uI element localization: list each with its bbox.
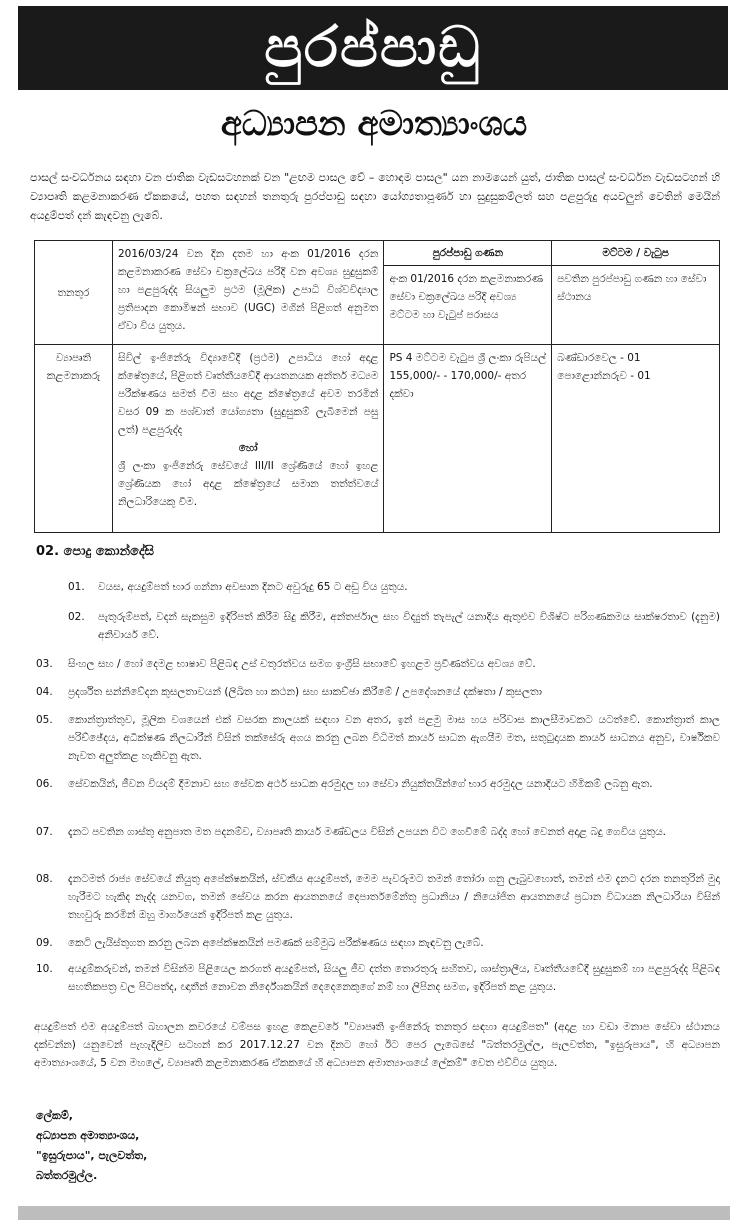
condition-item: [36, 870, 720, 928]
condition-text: කොන්ත්‍රාත්තුව, මූලික වශයෙන් එක් වසරක කාලයක් සඳහා වන අතර, ඉන් පළමු මාස හය පරිවාස කාලසීමාවකට යටත්වේ. කොන්ත්‍රාත් කාල පරිච්ඡේදය, අධීක්ෂණ නිලධාරීන් විසින් තක්සේරු අගය කරනු ලබන විධිමත් කාර්ය සාධන ඇගයීම මත, සතුටුදායක කාර්ය සාධනය අනුව, වාර්ෂිකව නැවත අලුත්කළ හැකිවනු ඇත.: [68, 714, 720, 762]
condition-item: [36, 655, 720, 675]
condition-number: 06.: [36, 778, 53, 790]
signature-line: අධ්‍යාපන අමාත්‍යාංශය,: [36, 1129, 140, 1142]
post-header: තනතුර: [35, 241, 113, 345]
footer-bar: [18, 1206, 730, 1220]
salary-cell: [384, 241, 552, 345]
ministry-title: අධ්‍යාපන අමාත්‍යාංශය: [220, 104, 528, 144]
salary-column-header: පුරප්පාඩු ගණන: [384, 241, 551, 266]
closing-paragraph: අයදුම්පත් එම අයදුම්පත් බහාලන කවරයේ වම්පස ඉහළ කෙළවරේ "ව්‍යාපෘති ඉංජිනේරු තනතුර සඳහා අයදුම්පත" (අදාළ හා වඩා මනාප සේවා ස්ථානය දක්වන්න) යනුවෙන් පැහැදිලිව සටහන් කර 2017.12.27 වන දිනට හෝ ඊට පෙර ලැබෙසේ "බත්තරමුල්ල, පැලවත්ත, "ඉසුරුපාය", හි අධ්‍යාපන අමාත්‍යාංශයේ, 5 වන මහලේ, ව්‍යාපෘති කළමනාකරණ ඒකකයේ හි අධ්‍යාපන අමාත්‍යාංශයේ ලේකම්" වෙත එව්විය යුතුය.: [34, 1021, 720, 1069]
condition-text: පැතුරුම්පත්, වදන් සැකසුම ඉදිරිපත් කිරීම සිදු කිරීම, අන්තර්ජාල සහ විද්‍යුත් තැපැල් යනාදිය ඇතුළුව විශිෂ්ට පරිගණකමය සාක්ෂරතාව (දැනුම) අනිවාර්ය වේ.: [98, 611, 720, 641]
station-item: පොළොන්නරුව - 01: [557, 370, 651, 382]
slots-column-header: මට්ටම / වැටුප: [552, 241, 719, 266]
vacancies-banner: පුරප්පාඩු: [18, 6, 728, 90]
condition-text: ප්‍රදර්ශිත සන්නිවේදන කුසලතාවයන් (ලිඛිත හා කථන) සහ සාකච්ඡා කිරීමේ / උපදේශනයේ දක්ෂතා / කුසලතා: [68, 686, 542, 698]
section-heading: 02. පොදු කොන්දේසි: [36, 544, 154, 559]
condition-item: [36, 960, 720, 1016]
condition-text: වයස, අයදුම්පත් භාර ගන්නා අවසාන දිනට අවුරුදු 65 ට අඩු විය යුතුය.: [98, 581, 408, 593]
qualification-cell: [112, 345, 383, 533]
condition-number: 03.: [36, 658, 53, 670]
condition-item: [36, 683, 720, 703]
qualification-option-a: සිවිල් ඉංජිනේරු විද්‍යාවේදී (ප්‍රථම) උපාධිය හෝ අදාළ ක්ෂේත්‍රයේ, පිළිගත් වෘත්තීයවේදී ආයතනයක අන්තර් මධ්‍යම පරීක්ෂණය සමත් වීම සහ අදාළ ක්ෂේත්‍රයේ අවම තරමින් වසර 09 ක පශ්චාත් යෝග්‍යතා (සුදුසුකම් ලැබීමෙන් පසු ලත්) පළපුරුද්ද: [117, 352, 379, 436]
slots-header-text: පවතින පුරප්පාඩු ගණන හා සේවා ස්ථානය: [557, 273, 707, 303]
condition-item: [36, 823, 720, 863]
vacancy-table: [34, 240, 720, 533]
condition-number: 10.: [36, 963, 53, 975]
condition-number: 01.: [68, 581, 85, 593]
qualification-header: 2016/03/24 වන දින දතම හා අංක 01/2016 දරන කළමනාකරණ සේවා චක්‍රලේඛය පරිදි වන අවශ්‍ය සුදුසුකම් හා පළපුරුද්ද සියලුම ප්‍රථම (මූලික) උපාධි විශ්වවිද්‍යාල ප්‍රතිපාදන කොමිෂන් සභාව (UGC) මගින් පිළිගත් අනුමත ඒවා විය යුතුය.: [112, 241, 383, 345]
signature-line: "ඉසුරුපාය", පැලවත්ත,: [36, 1149, 148, 1162]
condition-number: 04.: [36, 686, 53, 698]
station-cell: [552, 345, 720, 533]
qualification-option-b: ශ්‍රී ලංකා ඉංජිනේරු සේවයේ III/II ශ්‍රේණියේ හෝ ඉහළ ශ්‍රේණියක හෝ අදාළ ක්ෂේත්‍රයේ සමාන තත්ත්වයේ නිලධාරියෙකු වීම.: [117, 460, 379, 508]
salary-value: PS 4 මට්ටම වැටුප ශ්‍රී ලංකා රුපියල් 155,000/- - 170,000/- අතර දක්වා: [384, 345, 552, 533]
condition-number: 05.: [36, 714, 53, 726]
salary-header-text: අංක 01/2016 දරන කළමනාකරණ සේවා චක්‍රලේඛය පරිදි අවශ්‍ය මට්ටම හා වැටුප් පරාසය: [389, 273, 543, 321]
condition-text: කෙටි ලැයිස්තුගත කරනු ලබන අපේක්ෂකයින් පමණක් සම්මුඛ පරීක්ෂණය සඳහා කැඳවනු ලැබේ.: [68, 937, 484, 949]
condition-item: [36, 711, 720, 769]
signature-block: [36, 1106, 147, 1186]
condition-number: 08.: [36, 873, 53, 885]
condition-text: සිංහල සහ / හෝ දෙමළ භාෂාව පිළිබඳ උස් චතුරත්වය සමග ඉංග්‍රීසි සභාවේ ඉහළම ප්‍රවීණත්වය අවශ්‍ය වේ.: [68, 658, 536, 670]
post-name: ව්‍යාපෘති කළමනාකරු: [35, 345, 113, 533]
condition-number: 02.: [68, 611, 85, 623]
condition-text: අයදුම්කරුවන්, තමන් විසින්ම පිළියෙල කරගත් අයදුම්පත්, සියලු ජීව දත්ත තොරතුරු සහිතව, ශාස්ත්‍රාලීය, වෘත්තීයවේදී සුදුසුකම් හා පළපුරුද්ද පිළිබඳ සහතිකපත්‍ර වල පිටපත්ද, ඥාතීන් නොවන නිර්දේශකයින් දෙදෙනෙකුගේ නම් හා ලිපිනද සමග, ඉදිරිපත් කළ යුතුය.: [68, 963, 720, 993]
condition-item: [36, 775, 720, 815]
condition-number: 07.: [36, 826, 53, 838]
condition-text: දැනට පවතින ගාස්තු අනුපාත මත පදනම්ව, ව්‍යාපෘති කාර්ය මණ්ඩලය විසින් උපයන විට ගෙවීමේ බද්ද හෝ වෙනත් අදාළ බදු ගෙවිය යුතුය.: [68, 826, 666, 838]
condition-item: [68, 608, 720, 648]
signature-line: ලේකම්,: [36, 1109, 73, 1122]
condition-text: සේවකයින්, ජීවන වියදම් දීමනාව සහ සේවක අර්ථ සාධක අරමුදල හා සේවා නියුක්තයින්ගේ භාර අරමුදල යනාදියට හිමිකම් ලබනු ඇත.: [68, 778, 653, 790]
slots-cell: [552, 241, 720, 345]
condition-item: [68, 578, 720, 598]
or-separator: හෝ: [238, 442, 258, 454]
signature-line: බත්තරමුල්ල.: [36, 1169, 98, 1182]
table-row: [35, 345, 720, 533]
station-item: බණ්ඩාරවෙල - 01: [557, 352, 641, 364]
condition-number: 09.: [36, 937, 53, 949]
table-row: [35, 241, 720, 345]
condition-text: දැනටමත් රාජ්‍ය සේවයේ නියුතු අපේක්ෂකයින්, ස්වකීය අයදුම්පත්, මෙම පැවරුමට තමන් තෝරා ගනු ලැබුවහොත්, තමන් එම දැනට දරන තනතුරින් මුදා හැරීමට හැකිද නැද්ද යනවග, තමන් සේවය කරන ආයතනයේ දෙපාර්තමේන්තු ප්‍රධානියා / නියෝජිත ආයතනයේ ප්‍රධාන විධායක නිලධාරියා විසින් තහවුරු කරමින් ඔහු මාර්ගයෙන් ඉදිරිපත් කළ යුතුය.: [68, 873, 720, 921]
intro-paragraph: පාසල් සංවර්ධනය සඳහා වන ජාතික වැඩසටහනක් වන "ළඟම පාසල වේ – හොඳම පාසල" යන නාමයෙන් යුත්, ජාතික පාසල් සංවර්ධන වැඩසටහන් හි ව්‍යාපෘති කළමනාකරණ ඒකකයේ, පහත සඳහන් තනතුරු පුරප්පාඩු සඳහා යෝග්‍යතාපූර්ණ හා සුදුසුකම්ලත් සහ පළපුරුදු අයවලුන් වෙතින් මෙයින් අයදුම්පත් දන් කැඳවනු ලැබේ.: [30, 171, 720, 222]
condition-item: [36, 934, 720, 954]
